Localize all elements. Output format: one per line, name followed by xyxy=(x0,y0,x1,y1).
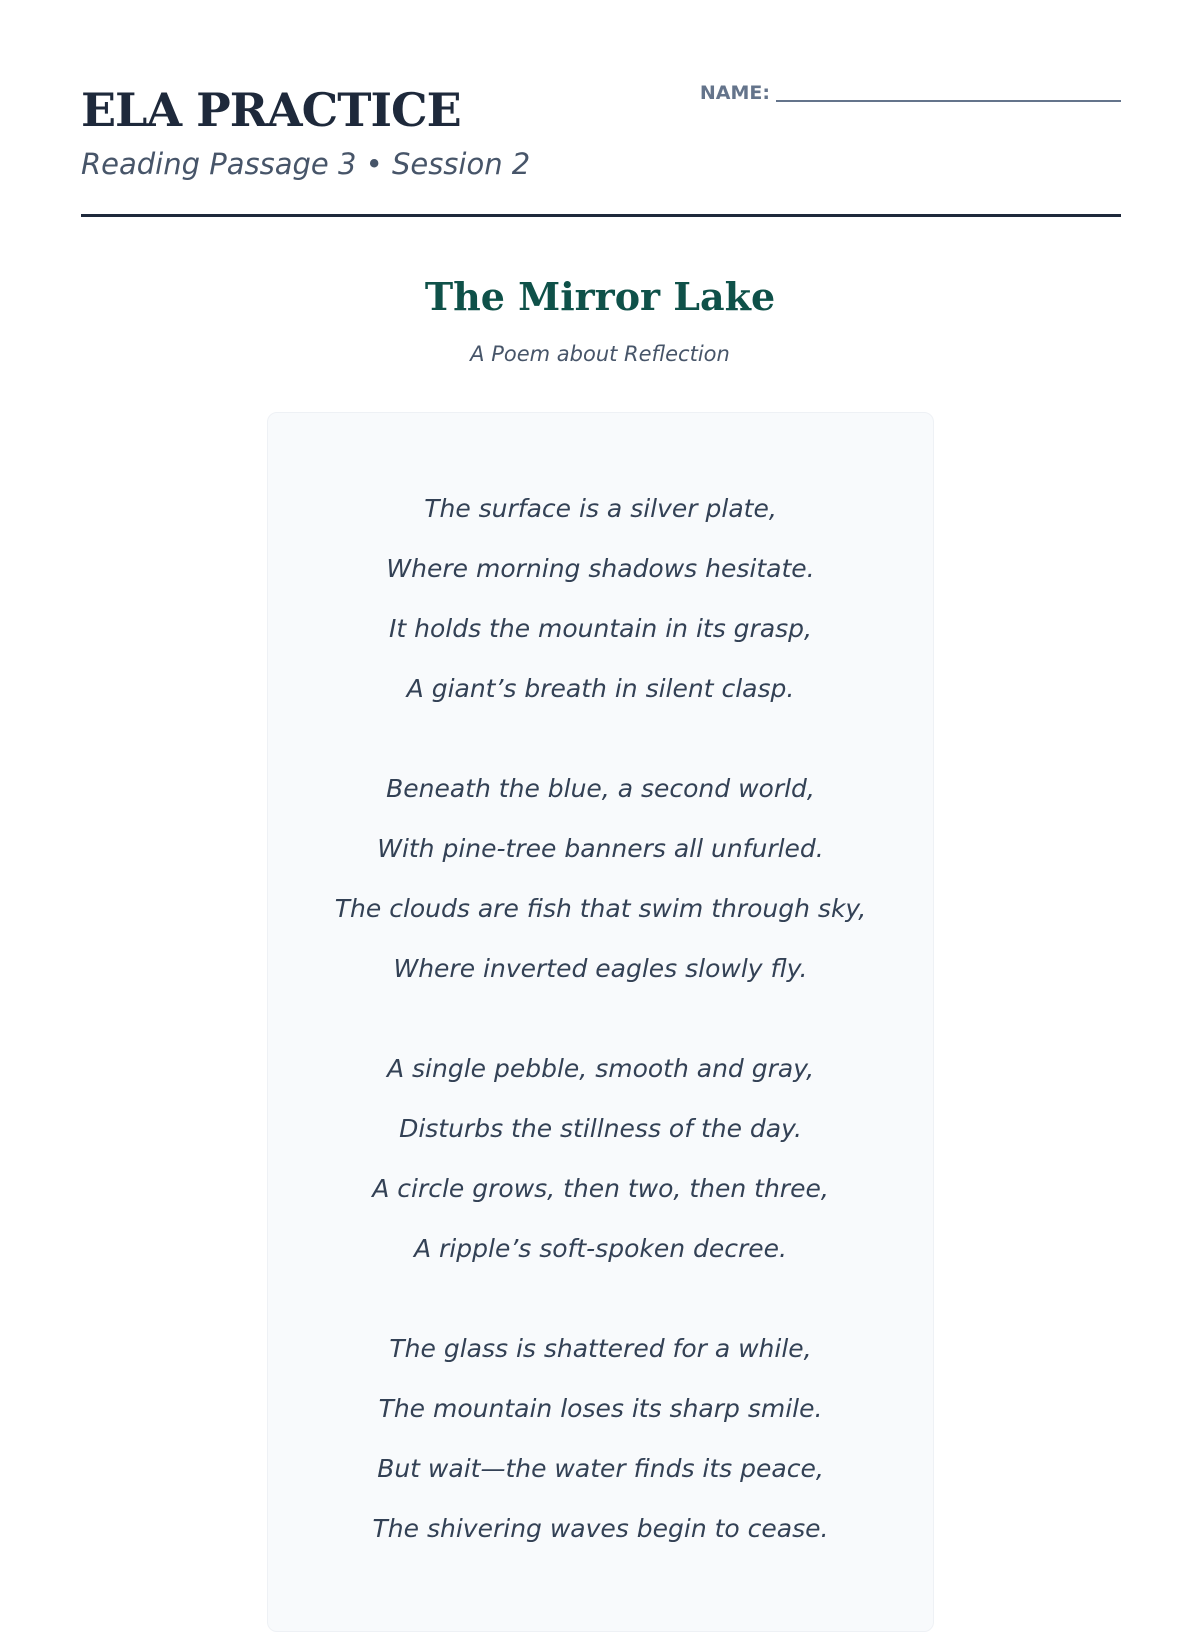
page-title: ELA PRACTICE xyxy=(81,83,461,137)
poem-line: With pine-tree banners all unfurled. xyxy=(377,834,824,863)
poem-line: Disturbs the stillness of the day. xyxy=(399,1114,802,1143)
name-field xyxy=(700,80,1121,106)
poem-box xyxy=(267,412,934,1632)
worksheet-header xyxy=(81,0,1121,217)
name-blank-line[interactable] xyxy=(776,82,1121,102)
page-subtitle: Reading Passage 3 • Session 2 xyxy=(81,147,531,181)
poem-line: The mountain loses its sharp smile. xyxy=(378,1394,823,1423)
poem-line: It holds the mountain in its grasp, xyxy=(389,614,812,643)
poem-line: Where morning shadows hesitate. xyxy=(386,554,815,583)
poem-line: Where inverted eagles slowly fly. xyxy=(393,954,808,983)
stanza xyxy=(268,759,933,999)
poem-line: But wait—the water finds its peace, xyxy=(377,1454,824,1483)
poem-line: The shivering waves begin to cease. xyxy=(372,1514,829,1543)
poem-line: A ripple’s soft-spoken decree. xyxy=(413,1234,788,1263)
poem-line: A circle grows, then two, then three, xyxy=(372,1174,829,1203)
poem-title: The Mirror Lake xyxy=(424,274,776,319)
poem-stanzas xyxy=(268,413,933,1559)
poem-line: Beneath the blue, a second world, xyxy=(386,774,815,803)
poem-line: The clouds are fish that swim through sky, xyxy=(334,894,867,923)
stanza xyxy=(268,1039,933,1279)
poem-line: The glass is shattered for a while, xyxy=(389,1334,812,1363)
poem-subtitle: A Poem about Reflection xyxy=(470,342,730,366)
poem-line: The surface is a silver plate, xyxy=(424,494,777,523)
name-label: NAME: xyxy=(699,82,770,104)
stanza xyxy=(268,1319,933,1559)
poem-line: A single pebble, smooth and gray, xyxy=(386,1054,815,1083)
stanza xyxy=(268,479,933,719)
poem-line: A giant’s breath in silent clasp. xyxy=(406,674,795,703)
